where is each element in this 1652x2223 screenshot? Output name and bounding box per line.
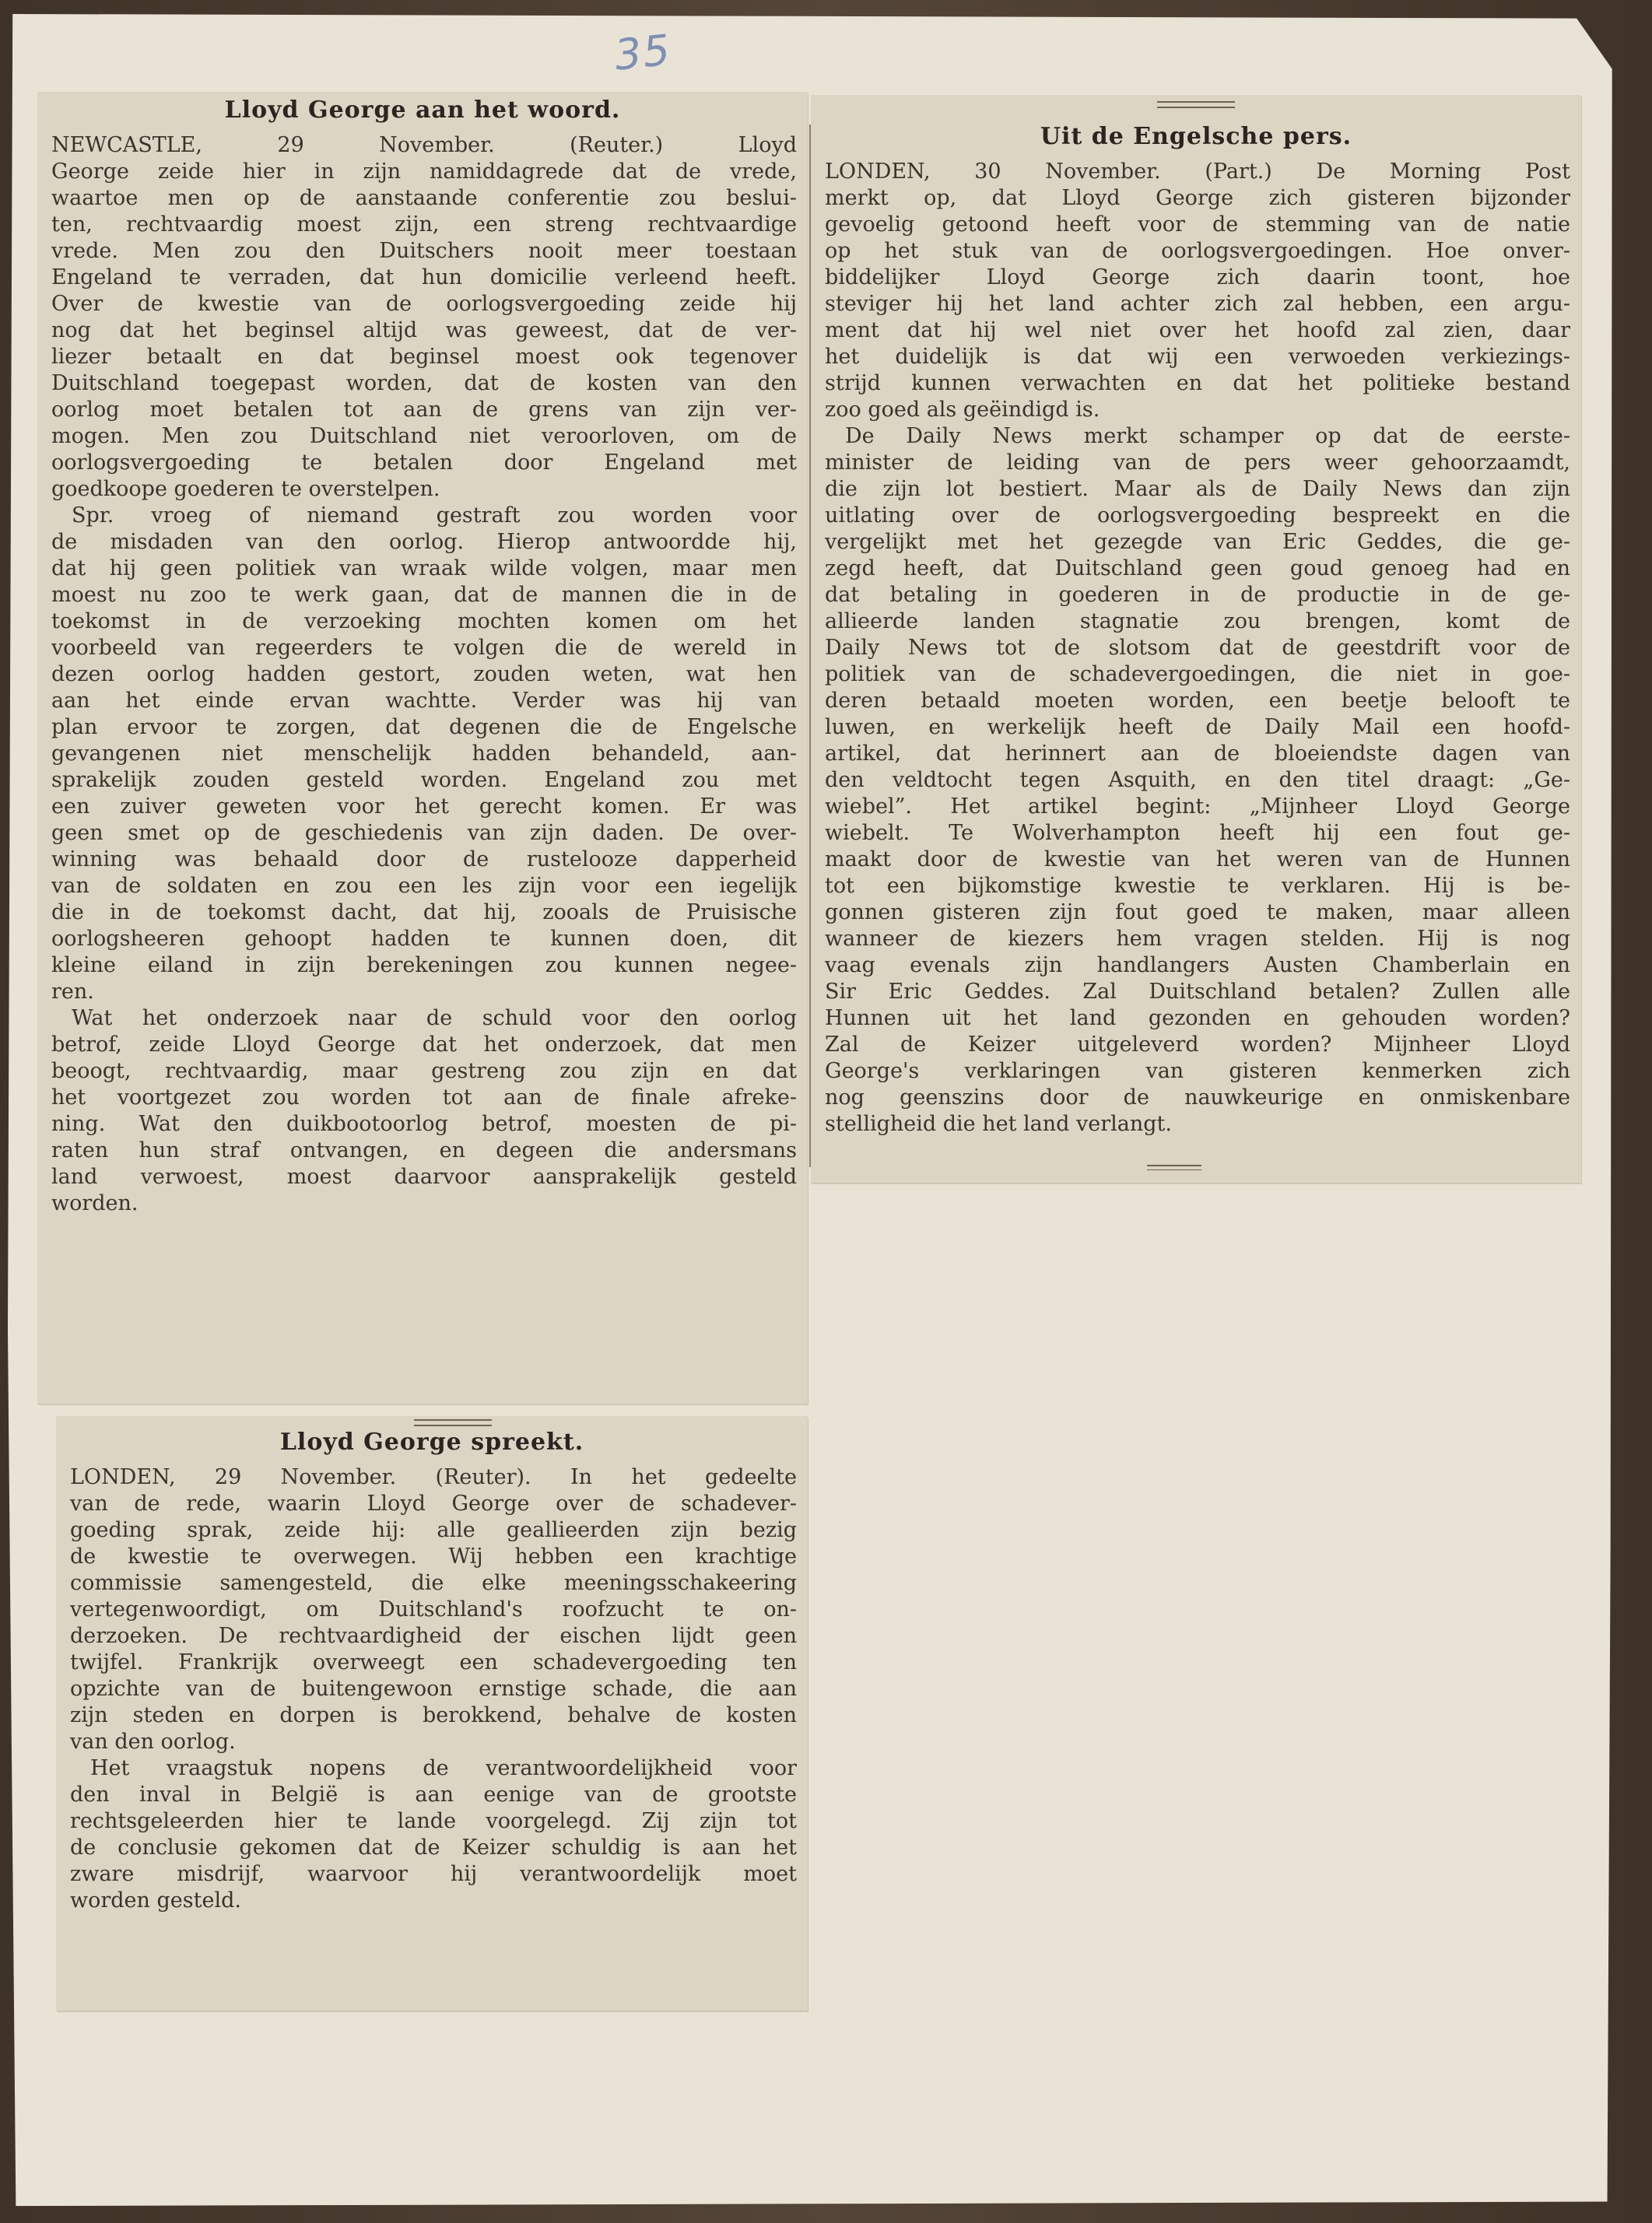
text-line: strijd kunnen verwachten en dat het politieke bestand [825, 371, 1570, 395]
text-line: dezen oorlog hadden gestort, zouden weten, wat hen [51, 662, 797, 686]
text-line: uitlating over de oorlogsvergoeding bespreekt en die [825, 503, 1570, 528]
text-line: zware misdrijf, waarvoor hij verantwoordelijk moet [70, 1862, 797, 1886]
text-line: gevoelig getoond heeft voor de stemming van de natie [825, 212, 1570, 237]
text-line: vertegenwoordigt, om Duitschland's roofzucht te on- [70, 1597, 797, 1622]
text-line: het duidelijk is dat wij een verwoeden verkiezings- [825, 345, 1570, 369]
text-line: derzoeken. De rechtvaardigheid der eischen lijdt geen [70, 1624, 797, 1648]
separator-rule [414, 1419, 492, 1426]
text-line: den veldtocht tegen Asquith, en den titel draagt: „Ge- [825, 768, 1570, 792]
text-line: commissie samengesteld, die elke meeningsschakeering [70, 1571, 797, 1595]
text-line: aan het einde ervan wachtte. Verder was hij van [51, 689, 797, 713]
text-line: NEWCASTLE, 29 November. (Reuter.) Lloyd [51, 133, 797, 157]
text-line: raten hun straf ontvangen, en degeen die andersmans [51, 1138, 797, 1162]
text-line: winning was behaald door de rustelooze dapperheid [51, 847, 797, 871]
clipping-londen [56, 1416, 808, 2011]
text-line: de misdaden van den oorlog. Hierop antwoordde hij, [51, 530, 797, 554]
text-line: Het vraagstuk nopens de verantwoordelijkheid voor [90, 1756, 797, 1780]
text-line: oorlog moet betalen tot aan de grens van zijn ver- [51, 398, 797, 422]
text-line: goedkoope goederen te overstelpen. [51, 477, 440, 501]
text-line: oorlogsheeren gehoopt hadden te kunnen doen, dit [51, 927, 797, 951]
text-line: artikel, dat herinnert aan de bloeiendste dagen van [825, 742, 1570, 766]
text-line: politiek van de schadevergoedingen, die niet in goe- [825, 662, 1570, 686]
clipping-newcastle [37, 92, 808, 1404]
article-body [70, 1464, 797, 1914]
text-line: twijfel. Frankrijk overweegt een schadevergoeding ten [70, 1650, 797, 1674]
text-line: zegd heeft, dat Duitschland geen goud genoeg had en [825, 556, 1570, 580]
text-line: op het stuk van de oorlogsvergoedingen. Hoe onver- [825, 239, 1570, 263]
text-line: vergelijkt met het gezegde van Eric Geddes, die ge- [825, 530, 1570, 554]
headline: Lloyd George spreekt. [279, 1429, 584, 1456]
text-line: Zal de Keizer uitgeleverd worden? Mijnheer Lloyd [825, 1033, 1570, 1057]
text-line: het voortgezet zou worden tot aan de finale afreke- [51, 1085, 797, 1110]
clipping-engelsche-pers [811, 95, 1581, 1183]
text-line: Wat het onderzoek naar de schuld voor den oorlog [72, 1006, 797, 1030]
text-line: betrof, zeide Lloyd George dat het onderzoek, dat men [51, 1033, 797, 1057]
text-line: liezer betaalt en dat beginsel moest ook tegenover [51, 345, 797, 369]
text-line: mogen. Men zou Duitschland niet veroorloven, om de [51, 424, 797, 448]
text-line: LONDEN, 30 November. (Part.) De Morning Post [825, 160, 1570, 184]
text-line: gonnen gisteren zijn fout goed te maken, maar alleen [825, 900, 1570, 924]
text-line: Spr. vroeg of niemand gestraft zou worden voor [72, 503, 797, 528]
text-line: Daily News tot de slotsom dat de geestdrift voor de [825, 636, 1570, 660]
text-line: geen smet op de geschiedenis van zijn daden. De over- [51, 821, 797, 845]
text-line: van de rede, waarin Lloyd George over de schadever- [70, 1492, 797, 1516]
text-line: maakt door de kwestie van het weren van de Hunnen [825, 847, 1570, 871]
text-line: Duitschland toegepast worden, dat de kosten van den [51, 371, 797, 395]
text-line: Engeland te verraden, dat hun domicilie verleend heeft. [51, 265, 797, 289]
text-line: ten, rechtvaardig moest zijn, een streng rechtvaardige [51, 212, 797, 237]
text-line: voorbeeld van regeerders te volgen die de wereld in [51, 636, 797, 660]
text-line: rechtsgeleerden hier te lande voorgelegd. Zij zijn tot [70, 1809, 797, 1833]
text-line: de kwestie te overwegen. Wij hebben een krachtige [70, 1545, 797, 1569]
text-line: LONDEN, 29 November. (Reuter). In het gedeelte [70, 1465, 797, 1489]
text-line: wanneer de kiezers hem vragen stelden. Hij is nog [825, 927, 1570, 951]
text-line: George zeide hier in zijn namiddagrede dat de vrede, [51, 160, 797, 184]
article-body [825, 159, 1570, 1138]
text-line: wiebel”. Het artikel begint: „Mijnheer Lloyd George [825, 794, 1570, 819]
separator-rule [1157, 101, 1235, 108]
text-line: vrede. Men zou den Duitschers nooit meer toestaan [51, 239, 797, 263]
text-line: Hunnen uit het land gezonden en gehouden worden? [825, 1006, 1570, 1030]
text-line: land verwoest, moest daarvoor aansprakelijk gesteld [51, 1165, 797, 1189]
text-line: zijn steden en dorpen is berokkend, behalve de kosten [70, 1703, 797, 1727]
text-line: ment dat hij wel niet over het hoofd zal zien, daar [825, 318, 1570, 342]
text-line: kleine eiland in zijn berekeningen zou kunnen negee- [51, 953, 797, 977]
article-body [51, 132, 797, 1217]
text-line: de conclusie gekomen dat de Keizer schuldig is aan het [70, 1836, 797, 1860]
text-line: die zijn lot bestiert. Maar als de Daily News dan zijn [825, 477, 1570, 501]
text-line: dat hij geen politiek van wraak wilde volgen, maar men [51, 556, 797, 580]
text-line: merkt op, dat Lloyd George zich gisteren bijzonder [825, 186, 1570, 210]
text-line: opzichte van de buitengewoon ernstige schade, die aan [70, 1677, 797, 1701]
text-line: wiebelt. Te Wolverhampton heeft hij een fout ge- [825, 821, 1570, 845]
text-line: nog geenszins door de nauwkeurige en onmiskenbare [825, 1085, 1570, 1110]
text-line: deren betaald moeten worden, een beetje belooft te [825, 689, 1570, 713]
headline: Uit de Engelsche pers. [1040, 123, 1352, 150]
headline: Lloyd George aan het woord. [224, 96, 621, 124]
text-line: ning. Wat den duikbootoorlog betrof, moesten de pi- [51, 1112, 797, 1136]
text-line: allieerde landen stagnatie zou brengen, komt de [825, 609, 1570, 633]
text-line: waartoe men op de aanstaande conferentie zou beslui- [51, 186, 797, 210]
text-line: Over de kwestie van de oorlogsvergoeding zeide hij [51, 292, 797, 316]
text-line: goeding sprak, zeide hij: alle geallieerden zijn bezig [70, 1518, 797, 1542]
text-line: worden gesteld. [70, 1888, 241, 1913]
column-rule [809, 124, 811, 1167]
text-line: moest nu zoo te werk gaan, dat de mannen die in de [51, 583, 797, 607]
text-line: worden. [51, 1191, 139, 1215]
text-line: steviger hij het land achter zich zal hebben, een argu- [825, 292, 1570, 316]
pencil-page-number: 35 [612, 25, 674, 80]
text-line: oorlogsvergoeding te betalen door Engeland met [51, 451, 797, 475]
text-line: van de soldaten en zou een les zijn voor een iegelijk [51, 874, 797, 898]
text-line: luwen, en werkelijk heeft de Daily Mail een hoofd- [825, 715, 1570, 739]
text-line: sprakelijk zouden gesteld worden. Engeland zou met [51, 768, 797, 792]
text-line: toekomst in de verzoeking mochten komen om het [51, 609, 797, 633]
text-line: tot een bijkomstige kwestie te verklaren. Hij is be- [825, 874, 1570, 898]
text-line: nog dat het beginsel altijd was geweest, dat de ver- [51, 318, 797, 342]
text-line: vaag evenals zijn handlangers Austen Chamberlain en [825, 953, 1570, 977]
text-line: plan ervoor te zorgen, dat degenen die de Engelsche [51, 715, 797, 739]
text-line: beoogt, rechtvaardig, maar gestreng zou zijn en dat [51, 1059, 797, 1083]
text-line: minister de leiding van de pers weer gehoorzaamdt, [825, 451, 1570, 475]
text-line: gevangenen niet menschelijk hadden behandeld, aan- [51, 742, 797, 766]
text-line: George's verklaringen van gisteren kenmerken zich [825, 1059, 1570, 1083]
text-line: Sir Eric Geddes. Zal Duitschland betalen? Zullen alle [825, 980, 1570, 1004]
text-line: dat betaling in goederen in de productie in de ge- [825, 583, 1570, 607]
text-line: biddelijker Lloyd George zich daarin toont, hoe [825, 265, 1570, 289]
text-line: die in de toekomst dacht, dat hij, zooals de Pruisische [51, 900, 797, 924]
end-rule [1147, 1165, 1201, 1170]
text-line: ren. [51, 980, 94, 1004]
text-line: zoo goed als geëindigd is. [825, 398, 1100, 422]
text-line: stelligheid die het land verlangt. [825, 1112, 1172, 1136]
text-line: een zuiver geweten voor het gerecht komen. Er was [51, 794, 797, 819]
text-line: De Daily News merkt schamper op dat de eerste- [845, 424, 1570, 448]
text-line: van den oorlog. [70, 1730, 236, 1754]
text-line: den inval in België is aan eenige van de grootste [70, 1783, 797, 1807]
